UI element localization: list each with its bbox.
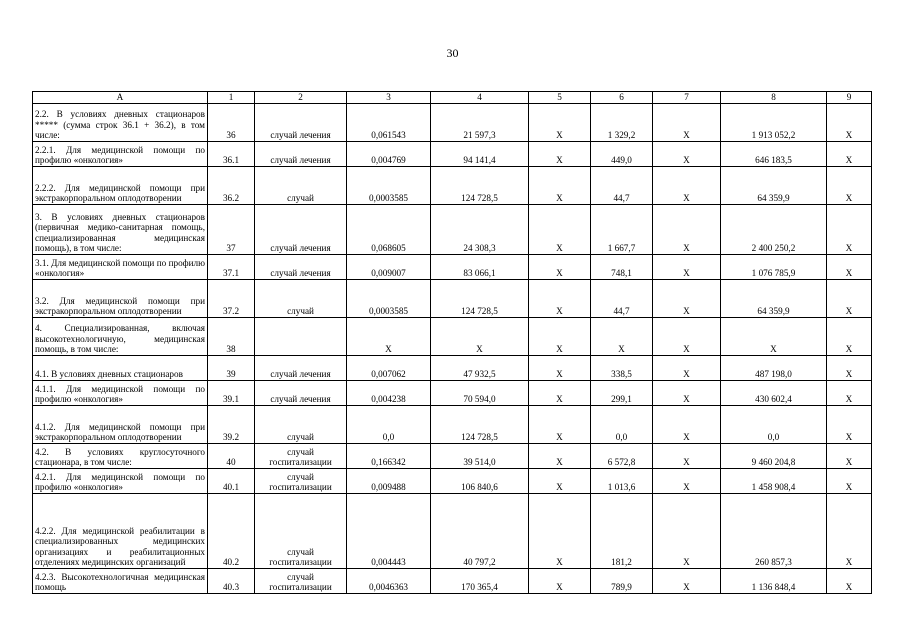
row-name-cell: 2.2.1. Для медицинской помощи по профилю «онкология» — [33, 142, 208, 167]
value-cell: 9 460 204,8 — [721, 444, 827, 469]
value-cell: 0,004769 — [347, 142, 431, 167]
value-cell: X — [827, 205, 872, 255]
value-cell: 0,068605 — [347, 205, 431, 255]
value-cell: 0,0046363 — [347, 569, 431, 594]
value-cell: X — [653, 142, 721, 167]
row-name-cell: 2.2. В условиях дневных стационаров ***** (сумма строк 36.1 + 36.2), в том числе: — [33, 104, 208, 142]
value-cell: 21 597,3 — [431, 104, 529, 142]
value-cell: X — [529, 494, 591, 569]
table-row — [33, 142, 872, 167]
value-cell: X — [827, 104, 872, 142]
value-cell: X — [653, 381, 721, 406]
row-name-cell: 4.1. В условиях дневных стационаров — [33, 356, 208, 381]
value-cell: 36.2 — [208, 167, 255, 205]
value-cell: 40 — [208, 444, 255, 469]
value-cell: 646 183,5 — [721, 142, 827, 167]
header-cell: A — [33, 92, 208, 104]
value-cell: X — [653, 104, 721, 142]
row-name-cell: 3.2. Для медицинской помощи при экстракорпоральном оплодотворении — [33, 280, 208, 318]
value-cell: X — [653, 280, 721, 318]
value-cell: X — [827, 444, 872, 469]
value-cell: 299,1 — [591, 381, 653, 406]
header-cell: 6 — [591, 92, 653, 104]
value-cell: 36 — [208, 104, 255, 142]
value-cell: 0,007062 — [347, 356, 431, 381]
header-cell: 2 — [255, 92, 347, 104]
table-row — [33, 494, 872, 569]
value-cell: 170 365,4 — [431, 569, 529, 594]
value-cell: 94 141,4 — [431, 142, 529, 167]
value-cell: 47 932,5 — [431, 356, 529, 381]
table-row — [33, 406, 872, 444]
value-cell: X — [827, 280, 872, 318]
unit-cell: случай госпитализации — [255, 494, 347, 569]
value-cell: 38 — [208, 318, 255, 356]
value-cell: 0,009488 — [347, 469, 431, 494]
table-row — [33, 444, 872, 469]
value-cell: 64 359,9 — [721, 167, 827, 205]
row-name-cell: 4.2.1. Для медицинской помощи по профилю «онкология» — [33, 469, 208, 494]
value-cell: 44,7 — [591, 167, 653, 205]
value-cell: 0,061543 — [347, 104, 431, 142]
value-cell: X — [529, 318, 591, 356]
value-cell: 449,0 — [591, 142, 653, 167]
value-cell: 1 913 052,2 — [721, 104, 827, 142]
value-cell: 0,009007 — [347, 255, 431, 280]
value-cell: 0,166342 — [347, 444, 431, 469]
value-cell: 40.2 — [208, 494, 255, 569]
value-cell: 1 458 908,4 — [721, 469, 827, 494]
value-cell: X — [653, 255, 721, 280]
value-cell: X — [653, 356, 721, 381]
table-header-row — [33, 92, 872, 104]
value-cell: 124 728,5 — [431, 280, 529, 318]
row-name-cell: 4.1.1. Для медицинской помощи по профилю «онкология» — [33, 381, 208, 406]
value-cell: 39 — [208, 356, 255, 381]
row-name-cell: 4.2. В условиях круглосуточного стационара, в том числе: — [33, 444, 208, 469]
value-cell: 36.1 — [208, 142, 255, 167]
value-cell: 124 728,5 — [431, 167, 529, 205]
value-cell: 37.1 — [208, 255, 255, 280]
unit-cell: случай лечения — [255, 142, 347, 167]
value-cell: X — [529, 255, 591, 280]
unit-cell: случай — [255, 406, 347, 444]
value-cell: 124 728,5 — [431, 406, 529, 444]
value-cell: 40.3 — [208, 569, 255, 594]
value-cell: X — [529, 469, 591, 494]
header-cell: 7 — [653, 92, 721, 104]
value-cell: X — [827, 381, 872, 406]
value-cell: 1 136 848,4 — [721, 569, 827, 594]
value-cell: 24 308,3 — [431, 205, 529, 255]
value-cell: 70 594,0 — [431, 381, 529, 406]
value-cell: 430 602,4 — [721, 381, 827, 406]
row-name-cell: 4.2.3. Высокотехнологичная медицинская помощь — [33, 569, 208, 594]
unit-cell: случай госпитализации — [255, 444, 347, 469]
value-cell: 39.2 — [208, 406, 255, 444]
table-row — [33, 569, 872, 594]
value-cell: 1 329,2 — [591, 104, 653, 142]
value-cell: X — [347, 318, 431, 356]
header-cell: 9 — [827, 92, 872, 104]
value-cell: 1 667,7 — [591, 205, 653, 255]
unit-cell: случай — [255, 167, 347, 205]
value-cell: 487 198,0 — [721, 356, 827, 381]
table-row — [33, 104, 872, 142]
value-cell: X — [653, 444, 721, 469]
value-cell: X — [827, 142, 872, 167]
value-cell: 37 — [208, 205, 255, 255]
header-cell: 4 — [431, 92, 529, 104]
value-cell: X — [827, 167, 872, 205]
value-cell: 83 066,1 — [431, 255, 529, 280]
value-cell: X — [529, 280, 591, 318]
table-row — [33, 381, 872, 406]
value-cell: X — [529, 444, 591, 469]
value-cell: X — [529, 142, 591, 167]
value-cell: X — [653, 569, 721, 594]
value-cell: 181,2 — [591, 494, 653, 569]
value-cell: X — [653, 406, 721, 444]
value-cell: X — [827, 494, 872, 569]
unit-cell: случай — [255, 280, 347, 318]
row-name-cell: 2.2.2. Для медицинской помощи при экстракорпоральном оплодотворении — [33, 167, 208, 205]
value-cell: 37.2 — [208, 280, 255, 318]
value-cell: X — [653, 469, 721, 494]
page-number: 30 — [446, 46, 459, 60]
row-name-cell: 4. Специализированная, включая высокотехнологичную, медицинская помощь, в том числе: — [33, 318, 208, 356]
row-name-cell: 4.2.2. Для медицинской реабилитации в специализированных медицинских организациях и реабилитационных отделениях медицинских организаций — [33, 494, 208, 569]
value-cell: 260 857,3 — [721, 494, 827, 569]
value-cell: 39 514,0 — [431, 444, 529, 469]
unit-cell: случай лечения — [255, 255, 347, 280]
value-cell: X — [529, 104, 591, 142]
value-cell: 0,0003585 — [347, 280, 431, 318]
value-cell: 0,0 — [347, 406, 431, 444]
value-cell: 39.1 — [208, 381, 255, 406]
value-cell: X — [653, 167, 721, 205]
value-cell: 748,1 — [591, 255, 653, 280]
unit-cell — [255, 318, 347, 356]
value-cell: X — [827, 569, 872, 594]
row-name-cell: 3. В условиях дневных стационаров (первичная медико-санитарная помощь, специализированная медицинская помощь), в том числе: — [33, 205, 208, 255]
table-row — [33, 255, 872, 280]
value-cell: X — [653, 205, 721, 255]
value-cell: X — [827, 318, 872, 356]
unit-cell: случай лечения — [255, 381, 347, 406]
value-cell: X — [529, 356, 591, 381]
header-cell: 5 — [529, 92, 591, 104]
unit-cell: случай лечения — [255, 356, 347, 381]
value-cell: 64 359,9 — [721, 280, 827, 318]
value-cell: 2 400 250,2 — [721, 205, 827, 255]
unit-cell: случай госпитализации — [255, 569, 347, 594]
value-cell: X — [529, 381, 591, 406]
value-cell: X — [653, 318, 721, 356]
table-row — [33, 318, 872, 356]
unit-cell: случай лечения — [255, 104, 347, 142]
value-cell: X — [721, 318, 827, 356]
value-cell: X — [827, 356, 872, 381]
table-row — [33, 469, 872, 494]
value-cell: X — [827, 255, 872, 280]
value-cell: X — [591, 318, 653, 356]
table-row — [33, 205, 872, 255]
table-row — [33, 280, 872, 318]
header-cell: 8 — [721, 92, 827, 104]
table-row — [33, 167, 872, 205]
value-cell: 0,0 — [721, 406, 827, 444]
unit-cell: случай госпитализации — [255, 469, 347, 494]
value-cell: 106 840,6 — [431, 469, 529, 494]
value-cell: 789,9 — [591, 569, 653, 594]
value-cell: X — [653, 494, 721, 569]
value-cell: 6 572,8 — [591, 444, 653, 469]
value-cell: 0,0003585 — [347, 167, 431, 205]
value-cell: 1 013,6 — [591, 469, 653, 494]
value-cell: 0,0 — [591, 406, 653, 444]
value-cell: X — [529, 569, 591, 594]
data-table — [32, 91, 872, 594]
value-cell: 40.1 — [208, 469, 255, 494]
table-row — [33, 356, 872, 381]
header-cell: 3 — [347, 92, 431, 104]
value-cell: 338,5 — [591, 356, 653, 381]
value-cell: X — [529, 406, 591, 444]
value-cell: X — [529, 205, 591, 255]
value-cell: X — [827, 406, 872, 444]
value-cell: 0,004238 — [347, 381, 431, 406]
header-cell: 1 — [208, 92, 255, 104]
value-cell: 44,7 — [591, 280, 653, 318]
value-cell: 40 797,2 — [431, 494, 529, 569]
value-cell: X — [827, 469, 872, 494]
row-name-cell: 3.1. Для медицинской помощи по профилю «онкология» — [33, 255, 208, 280]
value-cell: 1 076 785,9 — [721, 255, 827, 280]
value-cell: 0,004443 — [347, 494, 431, 569]
row-name-cell: 4.1.2. Для медицинской помощи при экстракорпоральном оплодотворении — [33, 406, 208, 444]
value-cell: X — [431, 318, 529, 356]
value-cell: X — [529, 167, 591, 205]
unit-cell: случай лечения — [255, 205, 347, 255]
